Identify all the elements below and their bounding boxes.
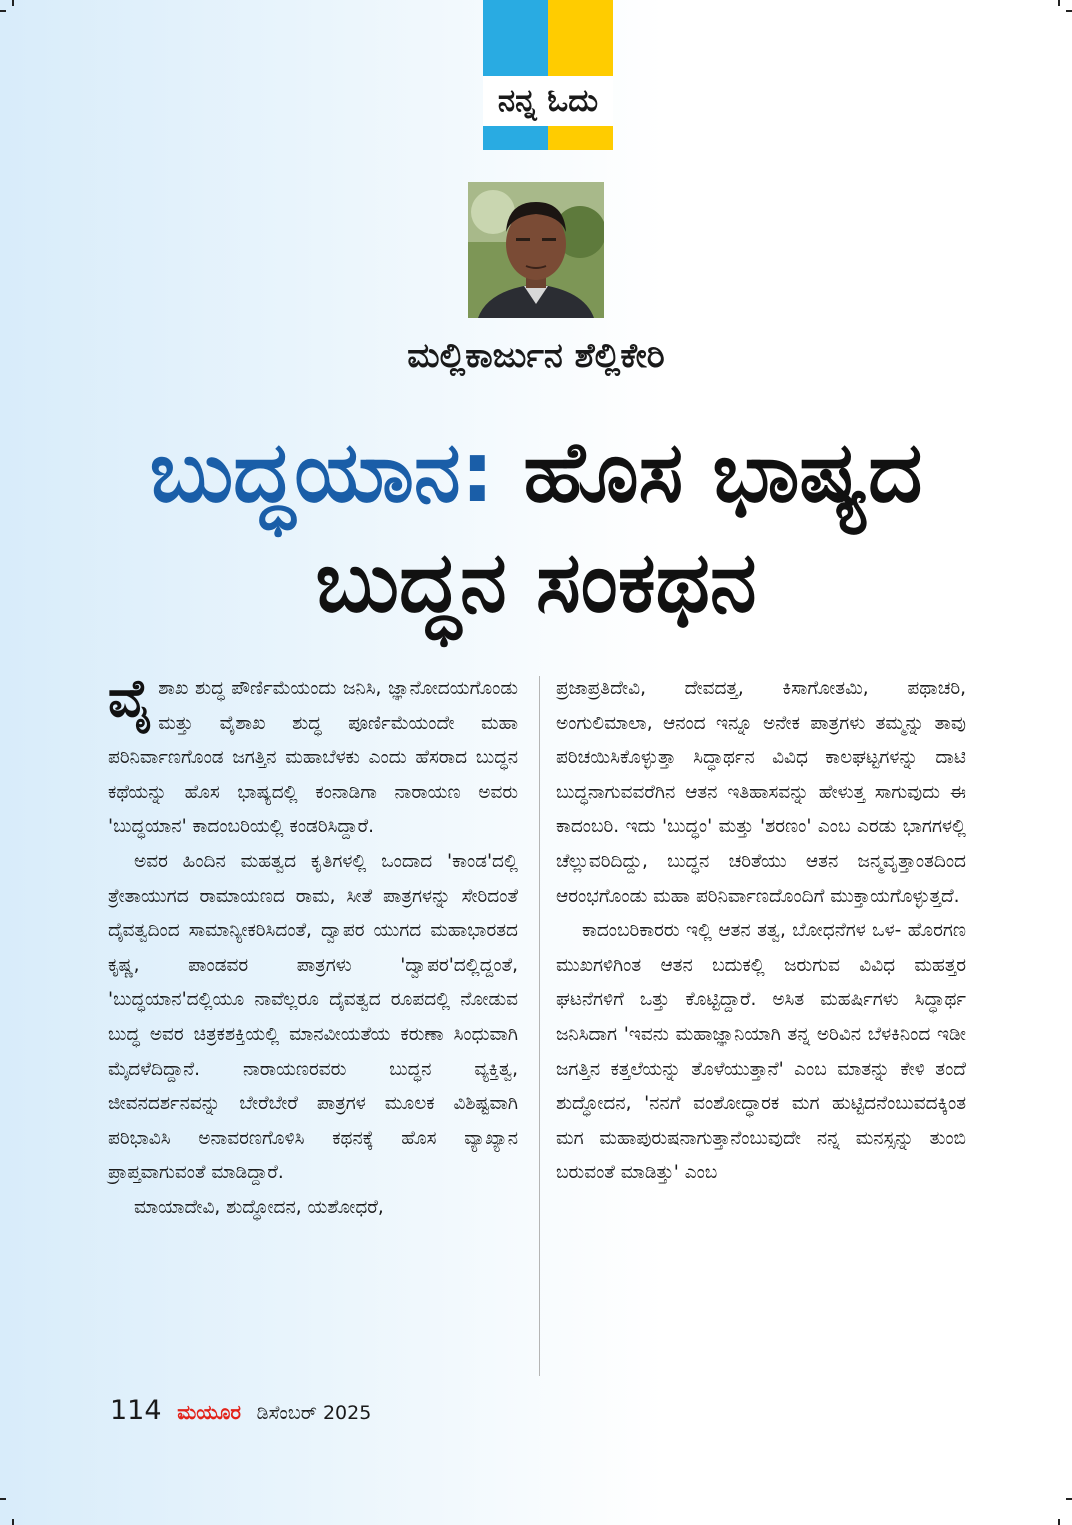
crop-mark-top-right-v <box>1058 0 1060 6</box>
crop-mark-bottom-left-v <box>12 1519 14 1525</box>
headline-accent: ಬುದ್ಧಯಾನ: <box>149 423 495 521</box>
drop-cap: ವೈ <box>108 669 153 729</box>
headline-line-2: ಬುದ್ಧನ ಸಂಕಥನ <box>315 533 757 631</box>
crop-mark-top-left <box>0 10 6 12</box>
column-logo <box>483 0 613 150</box>
headline-main: ಹೊಸ ಭಾಷ್ಯದ <box>523 423 923 521</box>
author-portrait-icon <box>468 182 604 318</box>
paragraph: ಕಾದಂಬರಿಕಾರರು ಇಲ್ಲಿ ಆತನ ತತ್ವ, ಬೋಧನೆಗಳ ಒಳ- ಹೊರಗಣ ಮುಖಗಳಿಗಿಂತ ಆತನ ಬದುಕಲ್ಲಿ ಜರುಗುವ ವಿವಿಧ ಮಹತ್ತರ ಘಟನೆಗಳಿಗೆ ಒತ್ತು ಕೊಟ್ಟಿದ್ದಾರೆ. ಅಸಿತ ಮಹರ್ಷಿಗಳು ಸಿದ್ಧಾರ್ಥ ಜನಿಸಿದಾಗ 'ಇವನು ಮಹಾಜ್ಞಾನಿಯಾಗಿ ತನ್ನ ಅರಿವಿನ ಬೆಳಕಿನಿಂದ ಇಡೀ ಜಗತ್ತಿನ ಕತ್ತಲೆಯನ್ನು ತೊಳೆಯುತ್ತಾನೆ' ಎಂಬ ಮಾತನ್ನು ಕೇಳಿ ತಂದೆ ಶುದ್ಧೋದನ, 'ನನಗೆ ವಂಶೋದ್ಧಾರಕ ಮಗ ಹುಟ್ಟಿದನೆಂಬುವದಕ್ಕಿಂತ ಮಗ ಮಹಾಪುರುಷನಾಗುತ್ತಾನೆಂಬುವುದೇ ನನ್ನ ಮನಸ್ಸನ್ನು ತುಂಬಿ ಬರುವಂತೆ ಮಾಡಿತ್ತು' ಎಂಬ <box>556 920 966 1184</box>
issue-date: ಡಿಸೆಂಬರ್ 2025 <box>256 1402 372 1424</box>
article-column-right <box>556 672 966 1191</box>
crop-mark-bottom-right-v <box>1058 1519 1060 1525</box>
crop-mark-top-left-v <box>12 0 14 6</box>
logo-yellow-block <box>548 0 613 150</box>
column-name: ನನ್ನ ಓದು <box>497 83 599 119</box>
author-name: ಮಲ್ಲಿಕಾರ್ಜುನ ಶೆಲ್ಲಿಕೇರಿ <box>407 336 665 376</box>
column-divider <box>539 676 540 1376</box>
paragraph: ಮಾಯಾದೇವಿ, ಶುದ್ಧೋದನ, ಯಶೋಧರೆ, <box>134 1196 384 1218</box>
article-column-left <box>108 669 518 1226</box>
page-footer <box>110 1395 371 1426</box>
paragraph: ಪ್ರಜಾಪ್ರತಿದೇವಿ, ದೇವದತ್ತ, ಕಿಸಾಗೋತಮಿ, ಪಥಾಚರಿ, ಅಂಗುಲಿಮಾಲಾ, ಆನಂದ ಇನ್ನೂ ಅನೇಕ ಪಾತ್ರಗಳು ತಮ್ಮನ್ನು ತಾವು ಪರಿಚಯಿಸಿಕೊಳ್ಳುತ್ತಾ ಸಿದ್ಧಾರ್ಥನ ವಿವಿಧ ಕಾಲಘಟ್ಟಗಳನ್ನು ದಾಟಿ ಬುದ್ಧನಾಗುವವರೆಗಿನ ಆತನ ಇತಿಹಾಸವನ್ನು ಹೇಳುತ್ತ ಸಾಗುವುದು ಈ ಕಾದಂಬರಿ. ಇದು 'ಬುದ್ಧಂ' ಮತ್ತು 'ಶರಣಂ' ಎಂಬ ಎರಡು ಭಾಗಗಳಲ್ಲಿ ಚೆಲ್ಲುವರಿದಿದ್ದು, ಬುದ್ಧನ ಚರಿತೆಯು ಆತನ ಜನ್ಮವೃತ್ತಾಂತದಿಂದ ಆರಂಭಗೊಂಡು ಮಹಾ ಪರಿನಿರ್ವಾಣದೊಂದಿಗೆ ಮುಕ್ತಾಯಗೊಳ್ಳುತ್ತದೆ. <box>556 678 966 907</box>
paragraph: ಅವರ ಹಿಂದಿನ ಮಹತ್ವದ ಕೃತಿಗಳಲ್ಲಿ ಒಂದಾದ 'ಕಾಂಡ'ದಲ್ಲಿ ತ್ರೇತಾಯುಗದ ರಾಮಾಯಣದ ರಾಮ, ಸೀತೆ ಪಾತ್ರಗಳನ್ನು ಸೇರಿದಂತೆ ದೈವತ್ವದಿಂದ ಸಾಮಾನ್ಯೀಕರಿಸಿದಂತೆ, ದ್ವಾಪರ ಯುಗದ ಮಹಾಭಾರತದ ಕೃಷ್ಣ, ಪಾಂಡವರ ಪಾತ್ರಗಳು 'ದ್ವಾಪರ'ದಲ್ಲಿದ್ದಂತೆ, 'ಬುದ್ಧಯಾನ'ದಲ್ಲಿಯೂ ನಾವೆಲ್ಲರೂ ದೈವತ್ವದ ರೂಪದಲ್ಲಿ ನೋಡುವ ಬುದ್ಧ ಅವರ ಚಿತ್ರಕಶಕ್ತಿಯಲ್ಲಿ ಮಾನವೀಯತೆಯ ಕರುಣಾ ಸಿಂಧುವಾಗಿ ಮೈದಳೆದಿದ್ದಾನೆ. ನಾರಾಯಣರವರು ಬುದ್ಧನ ವ್ಯಕ್ತಿತ್ವ, ಜೀವನದರ್ಶನವನ್ನು ಬೇರೆಬೇರೆ ಪಾತ್ರಗಳ ಮೂಲಕ ವಿಶಿಷ್ಟವಾಗಿ ಪರಿಭಾವಿಸಿ ಅನಾವರಣಗೊಳಿಸಿ ಕಥನಕ್ಕೆ ಹೊಸ ವ್ಯಾಖ್ಯಾನ ಪ್ರಾಪ್ತವಾಗುವಂತೆ ಮಾಡಿದ್ದಾರೆ. <box>108 850 518 1184</box>
logo-blue-block <box>483 0 548 150</box>
paragraph <box>108 669 518 845</box>
crop-mark-bottom-left <box>0 1498 6 1500</box>
paragraph-text: ಶಾಖ ಶುದ್ಧ ಪೌರ್ಣಿಮೆಯಂದು ಜನಿಸಿ, ಜ್ಞಾನೋದಯಗೊಂಡು ಮತ್ತು ವೈಶಾಖ ಶುದ್ಧ ಪೂರ್ಣಿಮೆಯಂದೇ ಮಹಾ ಪರಿನಿರ್ವಾಣಗೊಂಡ ಜಗತ್ತಿನ ಮಹಾಬೆಳಕು ಎಂದು ಹೆಸರಾದ ಬುದ್ಧನ ಕಥೆಯನ್ನು ಹೊಸ ಭಾಷ್ಯದಲ್ಲಿ ಕಂನಾಡಿಗಾ ನಾರಾಯಣ ಅವರು 'ಬುದ್ಧಯಾನ' ಕಾದಂಬರಿಯಲ್ಲಿ ಕಂಡರಿಸಿದ್ದಾರೆ. <box>108 678 518 838</box>
crop-mark-bottom-right <box>1066 1498 1072 1500</box>
author-photo <box>468 182 604 318</box>
magazine-name: ಮಯೂರ <box>177 1400 241 1424</box>
page-number: 114 <box>110 1395 162 1426</box>
crop-mark-top-right <box>1066 10 1072 12</box>
headline-line-1 <box>0 422 1072 522</box>
